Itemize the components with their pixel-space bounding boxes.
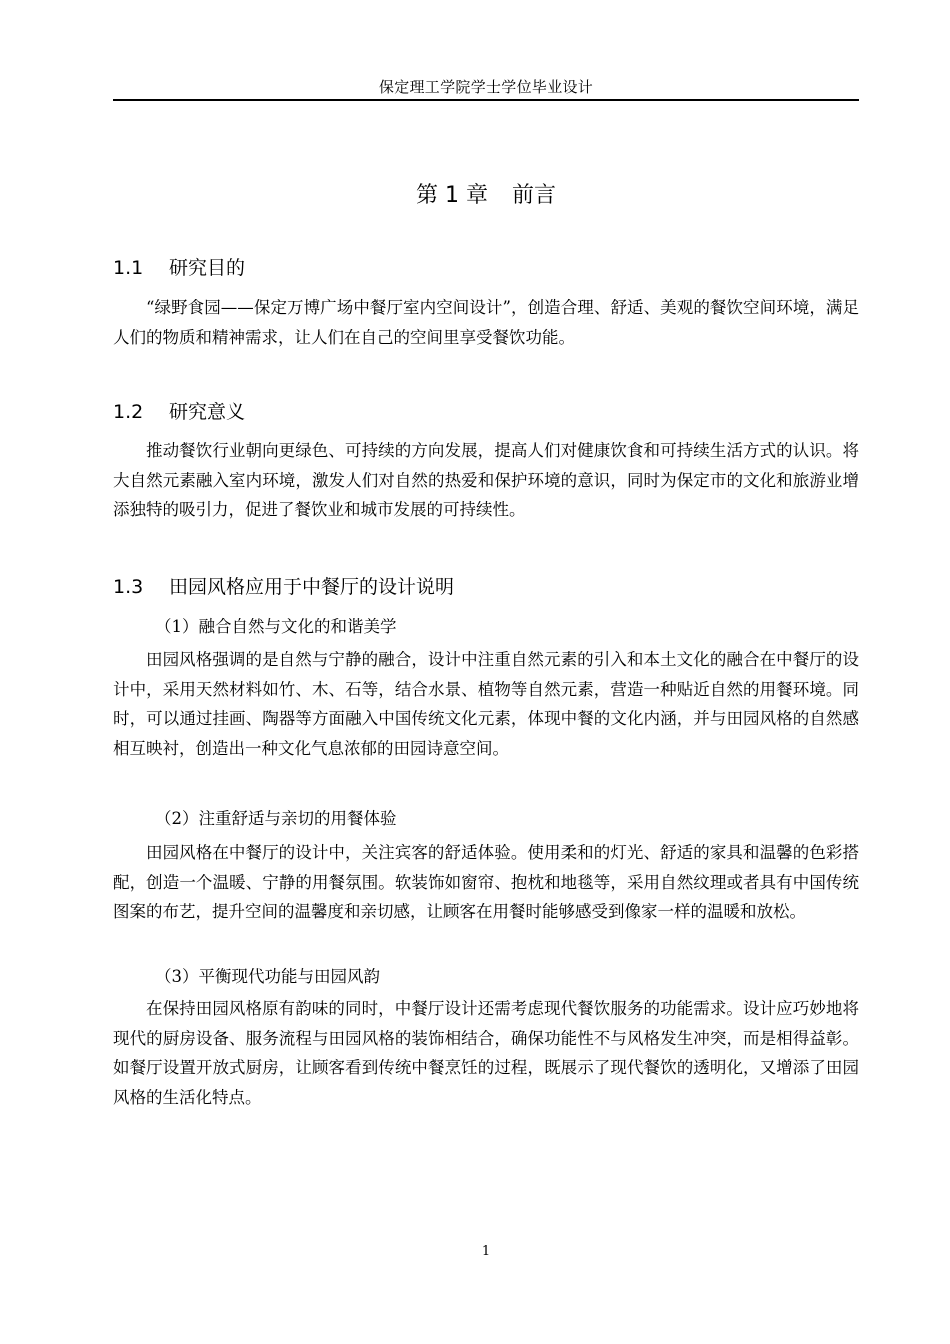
- running-header: 保定理工学院学士学位毕业设计: [378, 78, 594, 96]
- chapter-number: 第 1 章: [416, 183, 488, 208]
- subsection-paragraph-2: 田园风格在中餐厅的设计中，关注宾客的舒适体验。使用柔和的灯光、舒适的家具和温馨的色彩搭配，创造一个温暖、宁静的用餐氛围。软装饰如窗帘、抱枕和地毯等，采用自然纹理或者具有中国传统图案的布艺，提升空间的温馨度和亲切感，让顾客在用餐时能够感受到像家一样的温暖和放松。: [113, 843, 859, 921]
- subsection-paragraph-1: 田园风格强调的是自然与宁静的融合，设计中注重自然元素的引入和本土文化的融合在中餐厅的设计中，采用天然材料如竹、木、石等，结合水景、植物等自然元素，营造一种贴近自然的用餐环境。同时，可以通过挂画、陶器等方面融入中国传统文化元素，体现中餐的文化内涵，并与田园风格的自然感相互映衬，创造出一种文化气息浓郁的田园诗意空间。: [113, 650, 859, 758]
- section-number: 1.2: [113, 401, 144, 423]
- section-heading-1-2: [113, 397, 859, 424]
- chapter-name: 前言: [511, 183, 556, 208]
- section-title: 田园风格应用于中餐厅的设计说明: [169, 576, 455, 598]
- section-paragraph-1-1: “绿野食园——保定万博广场中餐厅室内空间设计”，创造合理、舒适、美观的餐饮空间环境，满足人们的物质和精神需求，让人们在自己的空间里享受餐饮功能。: [113, 298, 859, 347]
- section-heading-1-3: [113, 572, 859, 599]
- page-number: 1: [481, 1244, 491, 1259]
- section-paragraph-1-2: 推动餐饮行业朝向更绿色、可持续的方向发展，提高人们对健康饮食和可持续生活方式的认识。将大自然元素融入室内环境，激发人们对自然的热爱和保护环境的意识，同时为保定市的文化和旅游业增添独特的吸引力，促进了餐饮业和城市发展的可持续性。: [113, 441, 859, 519]
- section-heading-1-1: [113, 253, 859, 280]
- section-number: 1.3: [113, 576, 144, 598]
- subsection-heading-2: （2）注重舒适与亲切的用餐体验: [155, 809, 397, 828]
- chapter-title: [113, 178, 859, 209]
- subsection-heading-3: （3）平衡现代功能与田园风韵: [155, 967, 380, 986]
- section-title: 研究意义: [169, 401, 246, 423]
- subsection-paragraph-3: 在保持田园风格原有韵味的同时，中餐厅设计还需考虑现代餐饮服务的功能需求。设计应巧妙地将现代的厨房设备、服务流程与田园风格的装饰相结合，确保功能性不与风格发生冲突，而是相得益彰。如餐厅设置开放式厨房，让顾客看到传统中餐烹饪的过程，既展示了现代餐饮的透明化，又增添了田园风格的生活化特点。: [113, 999, 859, 1107]
- subsection-heading-1: （1）融合自然与文化的和谐美学: [155, 617, 397, 636]
- section-title: 研究目的: [169, 257, 246, 279]
- section-number: 1.1: [113, 257, 144, 279]
- header-divider: [113, 99, 859, 101]
